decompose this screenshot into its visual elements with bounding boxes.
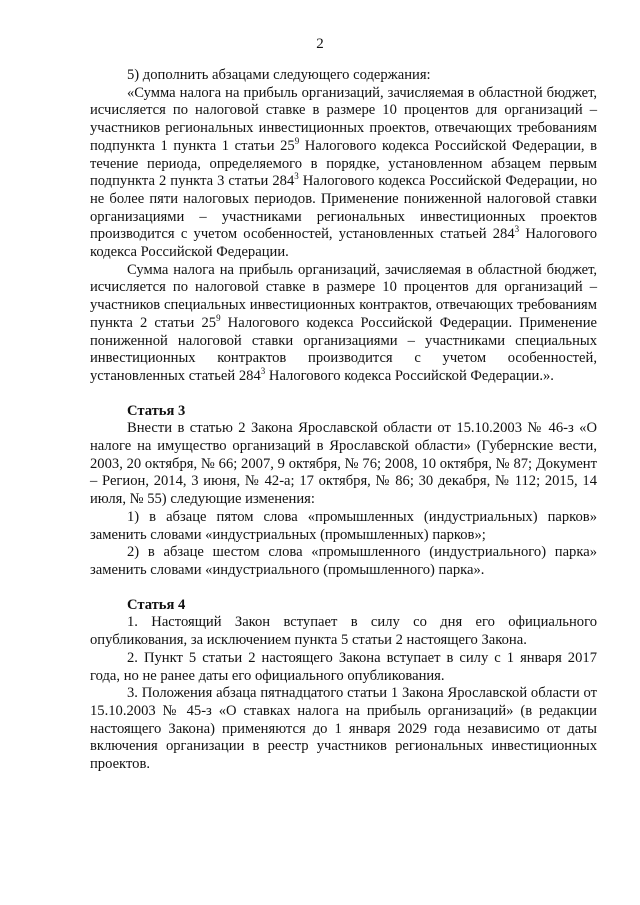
- document-body: [90, 67, 597, 774]
- superscript: 3: [260, 365, 266, 376]
- text-run: Налогового кодекса Российской Федерации, в течение периода, определяемого в порядке, установленном абзацем первым подпункта 2 пункта 3 статьи 284: [90, 137, 598, 190]
- article-3-item-1: 1) в абзаце пятом слова «промышленных (индустриальных) парков» заменить словами «индустриальных (промышленных) парков»;: [90, 508, 597, 543]
- article-3-heading: Статья 3: [127, 402, 186, 419]
- spacer: [90, 580, 597, 597]
- text-run: Налогового кодекса Российской Федерации. Применение пониженной налоговой ставки организациями – участниками специальных инвестиционных контрактов производится с учетом особенностей, установленных статьей 284: [90, 314, 597, 384]
- text-run: «Сумма налога на прибыль организаций, зачисляемая в областной бюджет, исчисляется по налоговой ставке в размере 10 процентов для организаций – участников региональных инвестиционных проектов, отвечающих требованиям подпункта 1 пункта 1 статьи 25: [90, 84, 597, 154]
- spacer: [90, 386, 597, 403]
- amendment-paragraph-2: [90, 262, 597, 386]
- article-3-paragraph: Внести в статью 2 Закона Ярославской области от 15.10.2003 № 46-з «О налоге на имущество организаций в Ярославской области» (Губернские вести, 2003, 20 октября, № 66; 2007, 9 октября, № 76; 2008, 10 октября, № 87; Документ – Регион, 2014, 3 июня, № 42-а; 17 октября, № 86; 30 декабря, № 112; 2015, 14 июля, № 55) следующие изменения:: [90, 420, 597, 508]
- article-4-item-1: 1. Настоящий Закон вступает в силу со дня его официального опубликования, за исключением пункта 5 статьи 2 настоящего Закона.: [90, 614, 597, 649]
- article-3-item-2: 2) в абзаце шестом слова «промышленного (индустриального) парка» заменить словами «индустриального (промышленного) парка».: [90, 544, 597, 578]
- article-4-heading: Статья 4: [127, 596, 186, 613]
- article-4-item-3: 3. Положения абзаца пятнадцатого статьи 1 Закона Ярославской области от 15.10.2003 № 45-з «О ставках налога на прибыль организаций» (в редакции настоящего Закона) применяются до 1 января 2029 года независимо от даты включения организации в реестр участников региональных инвестиционных проектов.: [90, 685, 597, 773]
- page-number: 2: [316, 36, 324, 52]
- superscript: 3: [514, 224, 520, 235]
- superscript: 3: [294, 171, 299, 182]
- text-run: Налогового кодекса Российской Федерации.».: [265, 367, 554, 384]
- amendment-paragraph-1: [90, 85, 597, 262]
- text-run: Сумма налога на прибыль организаций, зачисляемая в областной бюджет, исчисляется по налоговой ставке в размере 10 процентов для организаций – участников специальных инвестиционных контрактов, отвечающих требованиям пункта 2 статьи 25: [90, 261, 597, 331]
- amendment-intro: 5) дополнить абзацами следующего содержания:: [127, 67, 431, 83]
- article-4-item-2: 2. Пункт 5 статьи 2 настоящего Закона вступает в силу с 1 января 2017 года, но не ранее даты его официального опубликования.: [90, 649, 597, 684]
- text-run: Налогового кодекса Российской Федерации, но не более пяти налоговых периодов. Применение пониженной налоговой ставки организациями – участниками региональных инвестиционных проектов производится с учетом особенностей, установленных статьей 284: [90, 173, 597, 243]
- text-run: Налогового кодекса Российской Федерации.: [90, 226, 597, 261]
- superscript: 9: [216, 312, 221, 323]
- superscript: 9: [294, 135, 300, 146]
